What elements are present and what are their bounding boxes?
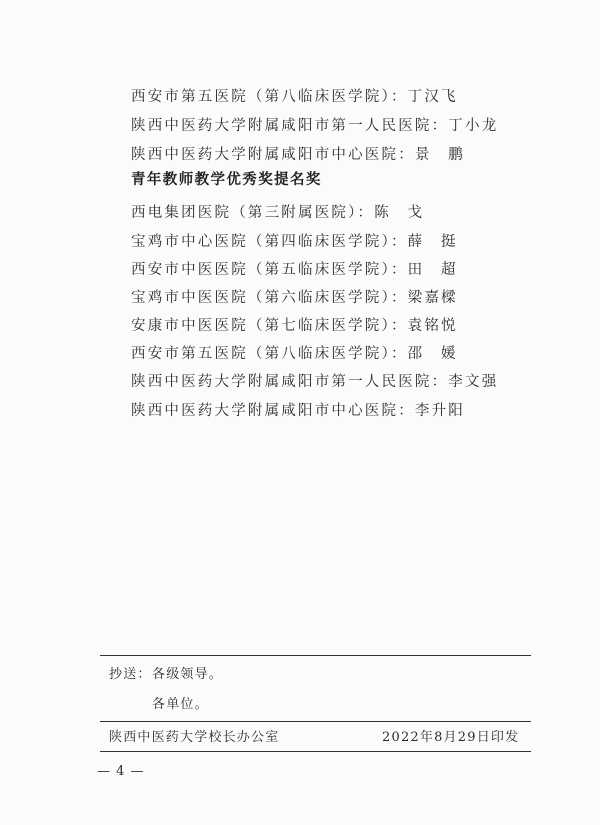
award-entry: 西安市中医医院（第五临床医学院）：田 超 (131, 262, 458, 278)
award-entry: 西安市第五医院（第八临床医学院）：丁汉飞 (131, 89, 458, 105)
issuer: 陕西中医药大学校长办公室 (109, 730, 280, 745)
page-number: — 4 — (97, 764, 145, 779)
award-entry: 安康市中医医院（第七临床医学院）：袁铭悦 (131, 318, 458, 334)
cc-recipients-line2: 各单位。 (152, 697, 209, 712)
issue-date: 2022年8月29日印发 (382, 730, 520, 745)
cc-label: 抄送： (109, 667, 152, 682)
footer-top-rule (100, 655, 531, 656)
award-entry: 陕西中医药大学附属咸阳市中心医院：李升阳 (131, 403, 465, 419)
footer-middle-rule (100, 721, 531, 722)
award-entry: 宝鸡市中医医院（第六临床医学院）：梁嘉樑 (131, 290, 458, 306)
award-entry: 西电集团医院（第三附属医院）：陈 戈 (131, 205, 425, 221)
award-entry: 陕西中医药大学附属咸阳市第一人民医院：丁小龙 (131, 118, 499, 134)
award-entry: 西安市第五医院（第八临床医学院）：邵 媛 (131, 346, 458, 362)
award-entry: 陕西中医药大学附属咸阳市第一人民医院：李文强 (131, 374, 499, 390)
cc-recipients-line1: 各级领导。 (152, 667, 224, 682)
award-entry: 宝鸡市中心医院（第四临床医学院）：薛 挺 (131, 234, 458, 250)
footer-bottom-rule (100, 751, 531, 752)
award-entry: 陕西中医药大学附属咸阳市中心医院：景 鹏 (131, 147, 465, 163)
section-heading: 青年教师教学优秀奖提名奖 (131, 172, 322, 188)
